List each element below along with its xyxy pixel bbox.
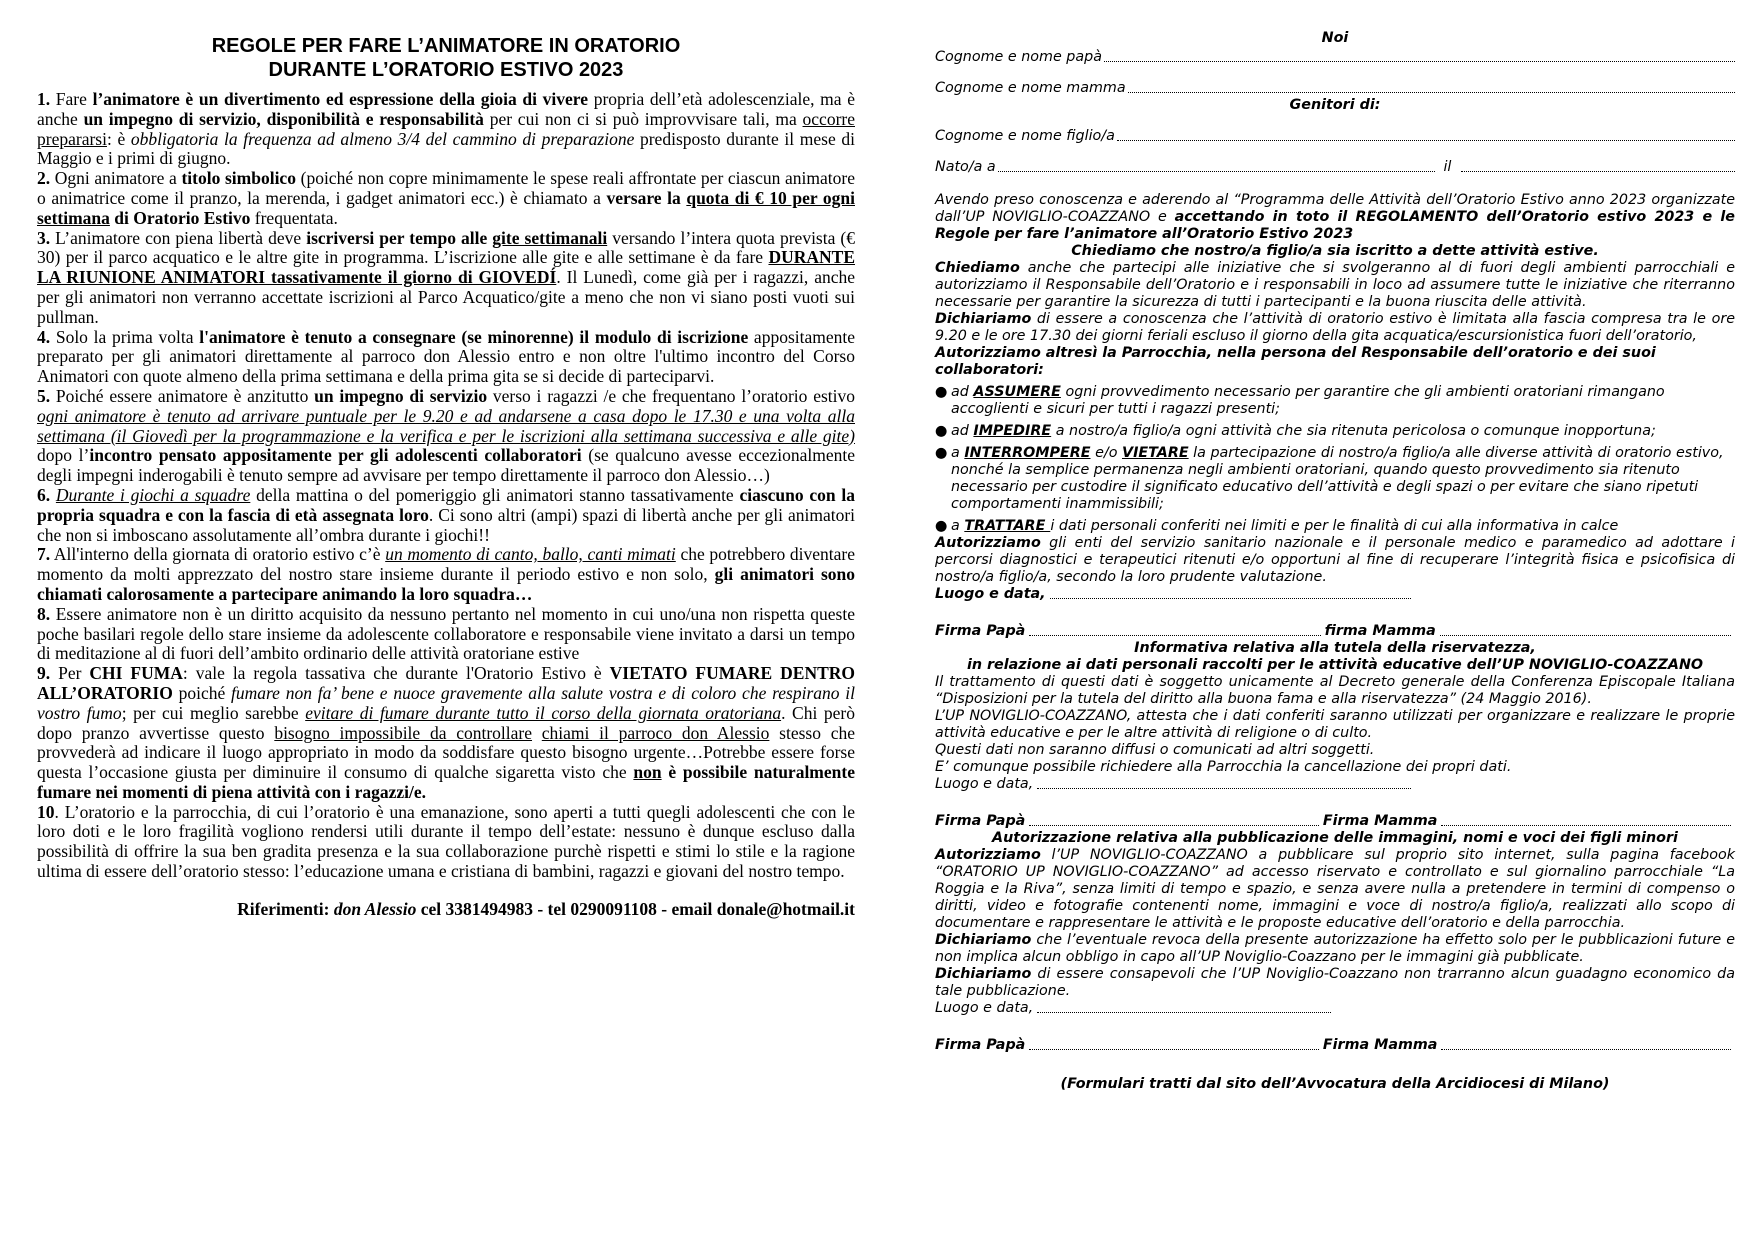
dichiariamo-label-2: Dichiariamo [935, 932, 1032, 948]
dichiariamo-text-2: che l’eventuale revoca della presente autorizzazione ha effetto solo per le pubblicazioni future e non implica alcun obbligo in capo all’UP Noviglio-Coazzano per le immagini già pubblicate. [935, 932, 1735, 965]
father-signature-label-2: Firma Papà [935, 813, 1026, 829]
dichiariamo-paragraph-3 [935, 966, 1735, 1000]
rule-text: l'animatore è tenuto a consegnare (se minorenne) il modulo di iscrizione [199, 326, 749, 347]
rule-text [532, 723, 542, 743]
chiediamo-text: anche che partecipi alle iniziative che si svolgeranno al di fuori degli ambienti parrocchiali e autorizziamo il Responsabile dell’Oratorio e i responsabili in loco ad assumere tutte le iniziative che riterranno necessarie per garantire la sicurezza di tutti i partecipanti e la buona riuscita delle attività. [935, 260, 1735, 310]
rules-title-line1: REGOLE PER FARE L’ANIMATORE IN ORATORIO [211, 35, 681, 57]
authorization-bullets [935, 384, 1735, 535]
bullet-segment: i dati personali conferiti nei limiti e per le finalità di cui alla informativa in calce [1050, 518, 1619, 534]
rule-text: Poiché essere animatore è anzitutto [50, 385, 315, 406]
bullet-keyword: INTERROMPERE [964, 445, 1091, 461]
refs-contacts: cel 3381494983 - tel 0290091108 - email donale@hotmail.it [416, 898, 855, 919]
rule-text: titolo simbolico [181, 168, 296, 189]
rules-list [37, 90, 855, 882]
chiediamo-heading: Chiediamo che nostro/a figlio/a sia iscritto a dette attività estive. [1071, 243, 1599, 259]
rule-4 [37, 328, 855, 387]
footer-note: (Formulari tratti dal sito dell’Avvocatura della Arcidiocesi di Milano) [1060, 1076, 1610, 1092]
rule-text: ogni animatore è tenuto ad arrivare puntuale per le 9.20 e ad andarsene a casa dopo le 17.30 e una volta alla settimana (il Giovedì per la programmazione e la verifica e per le iscrizioni alla settimana successiva e alle gite) [37, 405, 855, 446]
rule-text: versare la [606, 187, 687, 208]
rule-number: 2. [37, 168, 51, 189]
refs-name: don Alessio [333, 898, 417, 919]
rule-number: 1. [37, 89, 51, 109]
rule-text: incontro pensato appositamente per gli adolescenti collaboratori [89, 445, 582, 466]
rule-text: un impegno di servizio [314, 385, 488, 406]
rule-text: Solo la prima volta [50, 326, 200, 347]
bullet-segment: a [951, 445, 965, 461]
rule-text: iscriversi per tempo alle [306, 227, 493, 248]
avendo-text: Avendo preso conoscenza e aderendo al “Programma delle Attività dell’Oratorio Estivo anno 2023 organizzate dall’UP NOVIGLIO-COAZZANO e [935, 192, 1735, 225]
place-date-field-3[interactable] [935, 1000, 1335, 1017]
child-name-field[interactable] [935, 128, 1735, 145]
informativa-line: Il trattamento di questi dati è soggetto unicamente al Decreto generale della Conferenza Episcopale Italiana “Disposizioni per la tutela del diritto alla buona fama e alla riservatezza” (24 Maggio 2016). [935, 674, 1735, 707]
rule-9 [37, 664, 855, 803]
rule-text: VIETATO FUMARE DENTRO ALL’ORATORIO [37, 663, 856, 703]
rule-text: chiami il parroco don Alessio [541, 722, 770, 743]
rule-text: un momento di canto, ballo, canti mimati [385, 544, 676, 565]
rule-text: : è [106, 128, 131, 149]
rule-3 [37, 229, 855, 328]
father-signature-label-1: Firma Papà [935, 623, 1026, 639]
rule-text: L’animatore con piena libertà deve [50, 227, 307, 248]
avendo-bold: accettando in toto il REGOLAMENTO dell’Oratorio estivo 2023 e le Regole per fare l’animatore all’Oratorio Estivo 2023 [935, 209, 1735, 242]
rule-number: 7. [37, 544, 51, 565]
authorization-bullet [935, 384, 1735, 418]
rule-text: gite settimanali [492, 227, 608, 248]
rule-number: 8. [37, 603, 51, 624]
bullet-text [951, 423, 1735, 440]
bullet-segment: ad [951, 384, 974, 400]
rule-text: per cui non ci si può improvvisare tali, ma [483, 108, 803, 129]
noi-heading: Noi [1321, 30, 1349, 46]
autorizziamo-paragraph-3 [935, 847, 1735, 932]
rule-text: non [633, 762, 662, 783]
place-date-field-1[interactable] [935, 586, 1415, 603]
bullet-keyword: IMPEDIRE [973, 423, 1052, 439]
dichiariamo-paragraph-2 [935, 932, 1735, 966]
place-date-label-3: Luogo e data, [935, 1000, 1034, 1016]
birth-field[interactable] [935, 159, 1735, 176]
chiediamo-paragraph [935, 260, 1735, 311]
father-name-label: Cognome e nome papà [935, 49, 1102, 65]
mother-signature-label-2: Firma Mamma [1322, 813, 1438, 829]
rule-text: occorre prepararsi [37, 108, 855, 149]
child-name-label: Cognome e nome figlio/a [935, 128, 1115, 144]
rule-text: quota di € 10 per ogni settimana [37, 187, 855, 228]
rule-text: che potrebbero diventare momento da molti apprezzato del nostro stare insieme durante il periodo estivo e non solo, [37, 544, 855, 585]
rule-text: . L’oratorio e la parrocchia, di cui l’oratorio è una emanazione, sono aperti a tutti quegli adolescenti che con le loro doti e le loro fragilità vogliono rendersi utili durante il tempo dell’estate: nessuno è dunque escluso dalla possibilità di offrire la sua ben gradita presenza e la sua collaborazione purchè rispetti e stimi lo stile e la ragione ultima di essere dell’oratorio stesso: l’educazione umana e cristiana di bambini, ragazzi e giovani del nostro tempo. [37, 801, 855, 882]
autorizziamo-text-3: l’UP NOVIGLIO-COAZZANO a pubblicare sul proprio sito internet, sulla pagina facebook “ORATORIO UP NOVIGLIO-COAZZANO” ad accesso riservato e controllato e sul giornalino parrocchiale “La Roggia e la Riva”, senza limiti di tempo e spazio, e senza avere nulla a pretendere in termini di compenso o diritti, video e fotografie contenenti nome, immagini e voce di nostro/a figlio/a, realizzati allo scopo di documentare e rappresentare le attività e le proposte educative dell’oratorio e della parrocchia. [935, 847, 1735, 931]
place-date-field-2[interactable] [935, 776, 1415, 793]
rule-text: All'interno della giornata di oratorio estivo c’è [50, 544, 386, 565]
bullet-segment: a [951, 518, 965, 534]
rule-number: 4. [37, 326, 51, 347]
informativa-text [935, 674, 1735, 776]
rule-number: 5. [37, 385, 51, 406]
rule-text: DURANTE LA RIUNIONE ANIMATORI tassativamente il giorno di GIOVEDÍ [37, 247, 855, 288]
authorization-bullet [935, 423, 1735, 440]
rule-8 [37, 605, 855, 664]
rule-text: Durante i giochi a squadre [55, 484, 251, 505]
mother-name-label: Cognome e nome mamma [935, 80, 1126, 96]
rule-text: (se qualcuno avesse eccezionalmente degli impegni inderogabili è tenuto sempre ad avvisare per tempo direttamente il parroco don Alessio…) [37, 445, 856, 486]
autorizziamo-parrocchia: Autorizziamo altresì la Parrocchia, nella persona del Responsabile dell’oratorio e dei suoi collaboratori: [935, 345, 1656, 378]
dichiariamo-text-3: di essere consapevoli che l’UP Noviglio-Coazzano non trarranno alcun guadagno economico da tale pubblicazione. [935, 966, 1735, 999]
rule-text: frequentata. [250, 207, 338, 228]
bullet-icon: ● [935, 384, 948, 400]
rule-text: ; per cui meglio sarebbe [121, 702, 306, 723]
rule-text: predisposto durante il mese di Maggio e i primi di giugno. [37, 128, 855, 169]
father-name-field[interactable] [935, 49, 1735, 66]
autorizziamo-label-3: Autorizziamo [935, 847, 1041, 863]
signature-row-1[interactable] [935, 623, 1735, 640]
authorization-bullet [935, 445, 1735, 513]
rule-7 [37, 545, 855, 604]
enrollment-form [935, 30, 1735, 1093]
rules-title-line2: DURANTE L’ORATORIO ESTIVO 2023 [268, 59, 624, 81]
dichiariamo-label-1: Dichiariamo [935, 311, 1032, 327]
place-date-label-2: Luogo e data, [935, 776, 1034, 792]
genitori-heading: Genitori di: [1289, 97, 1381, 113]
refs-label: Riferimenti: [237, 898, 330, 919]
rules-column [37, 30, 855, 920]
rule-text: della mattina o del pomeriggio gli animatori stanno tassativamente [250, 484, 740, 505]
rule-number: 6. [37, 484, 51, 505]
rule-text: gli animatori sono chiamati calorosamente a partecipare animando la loro squadra… [37, 564, 855, 604]
rule-text: : vale la regola tassativa che durante l'Oratorio Estivo è [182, 663, 610, 684]
rule-text: evitare di fumare durante tutto il corso della giornata oratoriana [305, 702, 782, 723]
bullet-text [951, 384, 1735, 418]
references [37, 900, 855, 920]
chiediamo-label: Chiediamo [935, 260, 1020, 276]
signature-row-2[interactable] [935, 813, 1735, 830]
rule-text: bisogno impossibile da controllare [274, 722, 533, 743]
authorization-bullet [935, 518, 1735, 535]
rule-text: dopo l’ [37, 445, 90, 466]
rule-text: CHI FUMA [89, 663, 183, 684]
bullet-segment: ogni provvedimento necessario per garantire che gli ambienti oratoriani rimangano accoglienti e sicuri per tutti i ragazzi presenti; [951, 384, 1665, 417]
mother-signature-label-1: firma Mamma [1324, 623, 1436, 639]
informativa-line: L’UP NOVIGLIO-COAZZANO, attesta che i dati conferiti saranno utilizzati per organizzare e realizzare le proprie attività educative e per le altre attività di religione o di culto. [935, 708, 1735, 741]
bullet-keyword: VIETARE [1122, 445, 1189, 461]
rule-text: verso i ragazzi /e che frequentano l’oratorio estivo [487, 385, 855, 406]
informativa-line: E’ comunque possibile richiedere alla Parrocchia la cancellazione dei propri dati. [935, 759, 1512, 775]
rule-text: fumare non fa’ bene e nuoce gravemente alla salute vostra e di coloro che respirano il vostro fumo [37, 682, 855, 723]
rule-text: Per [50, 663, 90, 684]
rules-title [37, 34, 855, 82]
rule-2 [37, 169, 855, 228]
rule-text: di Oratorio Estivo [109, 207, 251, 228]
rule-text: appositamente preparato per gli animatori direttamente al parroco don Alessio entro e non oltre l'ultimo incontro del Corso Animatori con quote almeno della prima settimana e della prima gita se si decide di parteciparvi. [37, 326, 856, 387]
autorizziamo-label-2: Autorizziamo [935, 535, 1041, 551]
rule-number: 10 [37, 801, 55, 822]
rule-text: . Chi però dopo pranzo avvertisse questo [37, 702, 855, 743]
rule-text: obbligatoria la frequenza ad almeno 3/4 del cammino di preparazione [130, 128, 635, 149]
rule-1 [37, 90, 855, 169]
autorizziamo-paragraph-2 [935, 535, 1735, 586]
bullet-keyword: ASSUMERE [973, 384, 1061, 400]
bullet-icon: ● [935, 518, 948, 534]
autorizziamo-text-2: gli enti del servizio sanitario nazionale e il personale medico e paramedico ad adottare i percorsi diagnostici e terapeutici ritenuti e/o opportuni al fine di recuperare l’integrità fisica e psicofisica di nostro/a figlio/a, secondo la loro prudente valutazione. [935, 535, 1735, 585]
dichiariamo-label-3: Dichiariamo [935, 966, 1032, 982]
avendo-paragraph [935, 192, 1735, 243]
birthdate-label: il [1443, 159, 1452, 175]
mother-name-field[interactable] [935, 80, 1735, 97]
informativa-line: Questi dati non saranno diffusi o comunicati ad altri soggetti. [935, 742, 1375, 758]
rule-text: ciascuno con la propria squadra e con la fascia di età assegnata loro [37, 484, 856, 525]
rule-5 [37, 387, 855, 486]
dichiariamo-text-1: di essere a conoscenza che l’attività di oratorio estivo è limitata alla fascia compresa tra le ore 9.20 e le ore 17.30 dei giorni feriali escluso il giorno della gita acquatica/escursionistica fuori dell’oratorio, [935, 311, 1735, 344]
bullet-segment: a nostro/a figlio/a ogni attività che sia ritenuta pericolosa o comunque inopportuna; [1051, 423, 1656, 439]
rule-number: 3. [37, 227, 51, 248]
bullet-text [951, 518, 1735, 535]
rule-text: Ogni animatore a [50, 168, 182, 189]
informativa-title-2: in relazione ai dati personali raccolti per le attività educative dell’UP NOVIGLIO-COAZZANO [966, 657, 1704, 673]
bullet-keyword: TRATTARE [964, 518, 1051, 534]
rule-text: l’animatore è un divertimento ed espressione della gioia di vivere [92, 89, 589, 109]
images-title: Autorizzazione relativa alla pubblicazione delle immagini, nomi e voci dei figli minori [992, 830, 1678, 846]
rule-text: Essere animatore non è un diritto acquisito da nessuno pertanto nel momento in cui uno/una non rispetta queste poche basilari regole dello stare insieme da adolescente collaboratore e responsabile viene invitato a darsi un tempo di meditazione al di fuori dell’ambito ordinario delle attività oratoriane estive [37, 603, 855, 664]
rule-6 [37, 486, 855, 545]
rule-text: propria dell’età adolescenziale, ma è anche [37, 89, 855, 129]
signature-row-3[interactable] [935, 1037, 1735, 1054]
place-date-label-1: Luogo e data, [935, 586, 1046, 602]
rule-text: . Il Lunedì, come già per i ragazzi, anche per gli animatori non verranno accettate iscrizioni al Parco Acquatico/gite a meno che non vi siano posti vuoti sui pullman. [37, 267, 855, 327]
father-signature-label-3: Firma Papà [935, 1037, 1026, 1053]
rule-text: . Ci sono altri (ampi) spazi di libertà anche per gli animatori che non si imboscano assolutamente all’ombra durante i giochi!! [37, 504, 856, 545]
rule-text: Fare [50, 89, 93, 109]
rule-text: versando l’intera quota prevista (€ 30) per il parco acquatico e le altre gite in programma. L’iscrizione alle gite e alle settimane è da fare [37, 227, 855, 268]
mother-signature-label-3: Firma Mamma [1322, 1037, 1438, 1053]
bullet-icon: ● [935, 423, 948, 439]
informativa-title-1: Informativa relativa alla tutela della riservatezza, [1134, 640, 1536, 656]
rule-text: poiché [172, 682, 232, 703]
bullet-icon: ● [935, 445, 948, 461]
dichiariamo-paragraph-1 [935, 311, 1735, 345]
bullet-segment: e/o [1090, 445, 1122, 461]
rule-number: 9. [37, 663, 51, 684]
birthplace-label: Nato/a a [935, 159, 996, 175]
rule-10 [37, 803, 855, 882]
rule-text: è possibile naturalmente fumare nei momenti di piena attività con i ragazzi/e. [37, 762, 855, 802]
rule-text: un impegno di servizio, disponibilità e responsabilità [83, 108, 484, 129]
rule-text: stesso che provvederà ad indicare il luogo appropriato in modo da soddisfare questo bisogno urgente…Potrebbe essere forse questa l’occasione giusta per diminuire il consumo di qualche sigaretta visto che [37, 722, 855, 783]
rule-text: (poiché non copre minimamente le spese reali affrontate per ciascun animatore o animatrice come il pranzo, la merenda, i gadget animatori ecc.) è chiamato a [37, 168, 856, 208]
bullet-segment: ad [951, 423, 974, 439]
bullet-segment: la partecipazione di nostro/a figlio/a alle diverse attività di oratorio estivo, nonché la semplice permanenza negli ambienti oratoriani, quando questo provvedimento sia ritenuto necessario per custodire il significato educativo dell’attività e degli spazi o per evitare che siano ripetuti comportamenti inammissibili; [951, 445, 1724, 512]
bullet-text [951, 445, 1735, 513]
